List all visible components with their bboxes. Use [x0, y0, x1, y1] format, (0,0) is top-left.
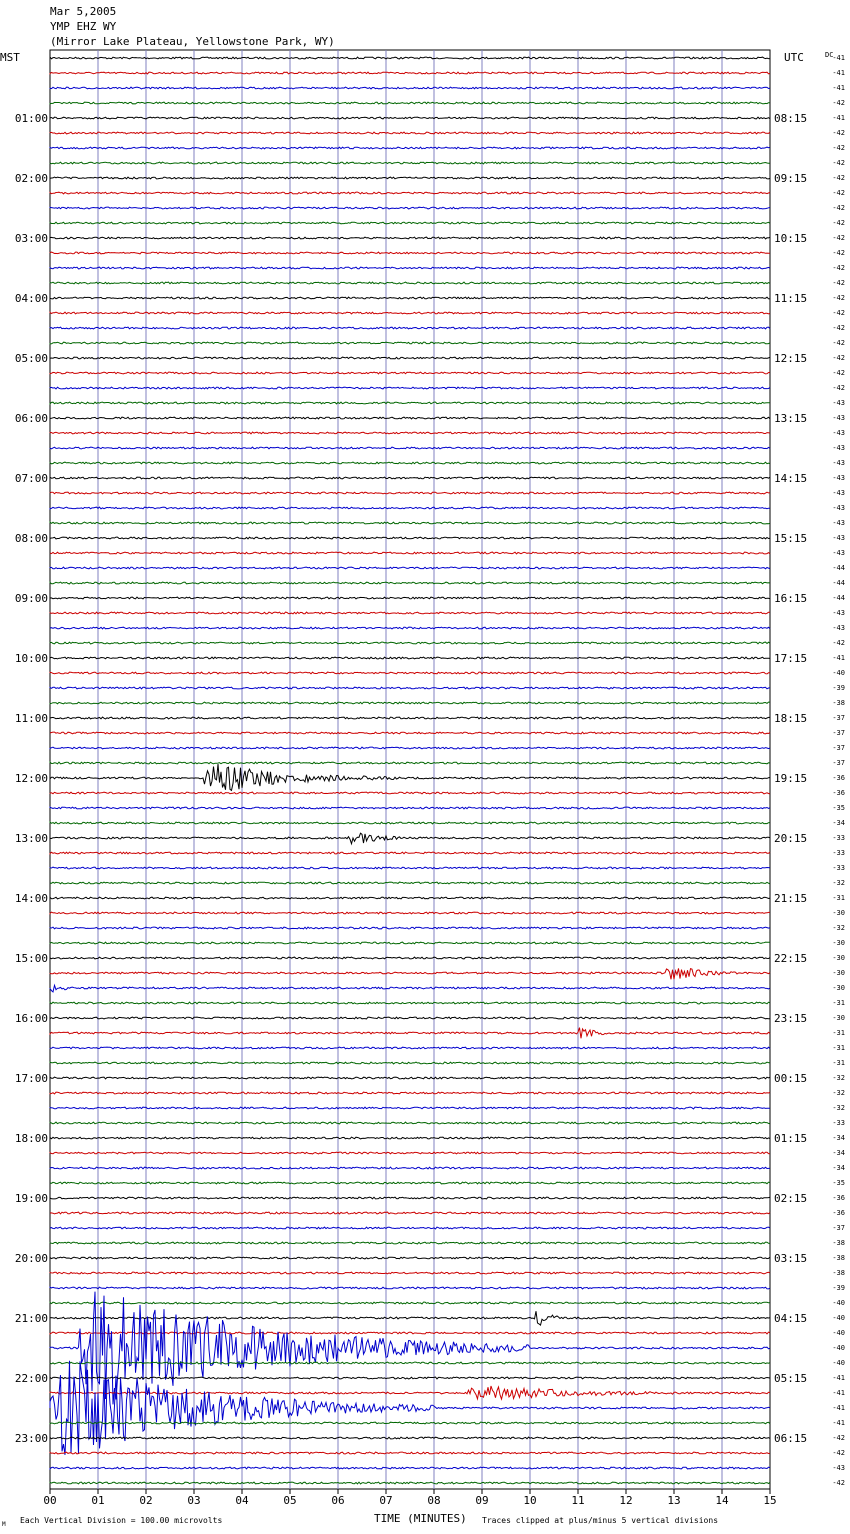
x-tick-label: 02: [139, 1494, 153, 1507]
dc-offset-label: -40: [832, 1359, 845, 1367]
seismic-trace: [50, 462, 770, 464]
x-tick-label: 14: [715, 1494, 729, 1507]
dc-offset-label: -30: [832, 969, 845, 977]
dc-offset-label: -41: [832, 1404, 845, 1412]
utc-hour-label: 18:15: [774, 712, 808, 725]
seismic-trace: [50, 642, 770, 644]
mst-hour-label: 08:00: [14, 532, 48, 545]
mst-axis-title: MST: [0, 51, 20, 64]
mst-hour-label: 23:00: [14, 1432, 48, 1445]
utc-hour-label: 03:15: [774, 1252, 808, 1265]
scale-note: Each Vertical Division = 100.00 microvolts: [20, 1516, 223, 1525]
dc-offset-label: -38: [832, 699, 845, 707]
seismic-trace: [50, 822, 770, 824]
x-tick-label: 15: [763, 1494, 777, 1507]
dc-offset-label: -36: [832, 1209, 845, 1217]
dc-offset-label: -38: [832, 1239, 845, 1247]
dc-offset-label: -42: [832, 204, 845, 212]
seismic-trace: [50, 1047, 770, 1049]
seismic-trace: [50, 147, 770, 149]
seismic-trace: [50, 1062, 770, 1064]
dc-offset-label: -39: [832, 1284, 845, 1292]
mst-hour-label: 15:00: [14, 952, 48, 965]
seismic-trace: [50, 207, 770, 209]
dc-offset-label: -36: [832, 1194, 845, 1202]
dc-offset-label: -42: [832, 234, 845, 242]
seismic-trace: [50, 1152, 770, 1154]
dc-offset-label: -32: [832, 1074, 845, 1082]
seismic-trace: [50, 327, 770, 329]
seismic-trace: [50, 297, 770, 299]
dc-offset-label: -40: [832, 1344, 845, 1352]
seismic-trace: [50, 612, 770, 614]
dc-offset-label: -43: [832, 519, 845, 527]
dc-offset-label: -42: [832, 264, 845, 272]
utc-hour-label: 08:15: [774, 112, 808, 125]
x-axis-title: TIME (MINUTES): [374, 1512, 467, 1525]
dc-offset-label: -42: [832, 99, 845, 107]
seismic-trace: [50, 1077, 770, 1079]
utc-hour-label: 16:15: [774, 592, 808, 605]
dc-offset-label: -30: [832, 909, 845, 917]
dc-offset-label: -41: [832, 1389, 845, 1397]
seismic-trace: [50, 447, 770, 449]
seismic-trace: [50, 927, 770, 929]
dc-offset-label: -33: [832, 864, 845, 872]
dc-offset-label: -30: [832, 954, 845, 962]
mst-hour-label: 01:00: [14, 112, 48, 125]
mst-hour-label: 04:00: [14, 292, 48, 305]
utc-hour-label: 14:15: [774, 472, 808, 485]
seismic-trace: [50, 1361, 770, 1455]
dc-offset-label: -42: [832, 384, 845, 392]
seismic-trace: [50, 1362, 770, 1364]
seismic-trace: [50, 237, 770, 239]
seismic-trace: [50, 1017, 770, 1019]
seismic-trace: [50, 507, 770, 509]
seismic-trace: [50, 1332, 770, 1334]
dc-offset-label: -44: [832, 594, 845, 602]
dc-offset-label: -44: [832, 564, 845, 572]
x-tick-label: 11: [571, 1494, 585, 1507]
seismic-trace: [50, 762, 770, 764]
seismic-trace: [50, 1302, 770, 1304]
dc-offset-label: -30: [832, 1014, 845, 1022]
seismic-trace: [50, 1257, 770, 1259]
dc-offset-label: -30: [832, 984, 845, 992]
dc-offset-label: -42: [832, 339, 845, 347]
mst-hour-label: 21:00: [14, 1312, 48, 1325]
dc-offset-label: -31: [832, 1059, 845, 1067]
dc-offset-label: -42: [832, 1434, 845, 1442]
mst-hour-label: 18:00: [14, 1132, 48, 1145]
dc-offset-label: -42: [832, 249, 845, 257]
seismic-trace: [50, 282, 770, 284]
seismic-trace: [50, 957, 770, 959]
seismic-trace: [50, 1272, 770, 1274]
utc-hour-label: 02:15: [774, 1192, 808, 1205]
dc-offset-label: -40: [832, 1329, 845, 1337]
utc-axis-title: UTC: [784, 51, 804, 64]
mst-hour-label: 14:00: [14, 892, 48, 905]
dc-offset-label: -42: [832, 129, 845, 137]
seismic-trace: [50, 1137, 770, 1139]
seismic-trace: [50, 1422, 770, 1424]
dc-offset-label: -42: [832, 354, 845, 362]
seismic-trace: [50, 522, 770, 524]
axis-labels: [15, 54, 845, 1507]
dc-offset-label: -40: [832, 1299, 845, 1307]
mst-hour-label: 03:00: [14, 232, 48, 245]
utc-hour-label: 04:15: [774, 1312, 808, 1325]
dc-offset-label: -42: [832, 294, 845, 302]
seismic-trace: [50, 912, 770, 914]
x-tick-label: 06: [331, 1494, 345, 1507]
dc-offset-label: -37: [832, 759, 845, 767]
seismic-trace: [50, 1028, 770, 1039]
utc-hour-label: 12:15: [774, 352, 808, 365]
seismic-trace: [50, 387, 770, 389]
x-tick-label: 13: [667, 1494, 681, 1507]
seismic-trace: [50, 357, 770, 359]
dc-offset-label: -41: [832, 69, 845, 77]
x-tick-label: 03: [187, 1494, 201, 1507]
dc-offset-label: -37: [832, 744, 845, 752]
seismic-trace: [50, 833, 770, 844]
utc-hour-label: 21:15: [774, 892, 808, 905]
seismic-trace: [50, 567, 770, 569]
seismic-trace: [50, 897, 770, 899]
seismic-trace: [50, 1002, 770, 1004]
dc-offset-label: -33: [832, 849, 845, 857]
mst-hour-label: 17:00: [14, 1072, 48, 1085]
seismic-trace: [50, 417, 770, 419]
dc-offset-label: -32: [832, 924, 845, 932]
seismic-trace: [50, 1242, 770, 1244]
location-label: (Mirror Lake Plateau, Yellowstone Park, WY): [50, 35, 335, 48]
seismic-trace: [50, 252, 770, 254]
mst-hour-label: 22:00: [14, 1372, 48, 1385]
dc-offset-label: -37: [832, 714, 845, 722]
dc-offset-label: -43: [832, 1464, 845, 1472]
dc-offset-label: -43: [832, 504, 845, 512]
seismic-trace: [50, 1437, 770, 1439]
utc-hour-label: 23:15: [774, 1012, 808, 1025]
seismic-trace: [50, 1482, 770, 1484]
dc-offset-label: -42: [832, 309, 845, 317]
x-tick-label: 10: [523, 1494, 537, 1507]
seismic-trace: [50, 627, 770, 629]
x-tick-label: 09: [475, 1494, 489, 1507]
seismic-trace: [50, 597, 770, 599]
seismic-trace: [50, 537, 770, 539]
seismic-trace: [50, 72, 770, 74]
seismic-trace: [50, 1092, 770, 1094]
dc-offset-label: -42: [832, 174, 845, 182]
seismic-trace: [50, 1452, 770, 1454]
seismic-trace: [50, 102, 770, 104]
mst-hour-label: 10:00: [14, 652, 48, 665]
dc-offset-label: -43: [832, 489, 845, 497]
dc-offset-label: -36: [832, 789, 845, 797]
dc-offset-label: -43: [832, 549, 845, 557]
dc-offset-label: -38: [832, 1269, 845, 1277]
dc-offset-label: -30: [832, 939, 845, 947]
dc-offset-label: -43: [832, 459, 845, 467]
utc-hour-label: 05:15: [774, 1372, 808, 1385]
mst-hour-label: 20:00: [14, 1252, 48, 1265]
station-label: YMP EHZ WY: [50, 20, 117, 33]
dc-offset-label: -31: [832, 999, 845, 1007]
utc-hour-label: 15:15: [774, 532, 808, 545]
mst-hour-label: 13:00: [14, 832, 48, 845]
dc-offset-label: -43: [832, 399, 845, 407]
seismic-trace: [50, 87, 770, 89]
dc-offset-label: -41: [832, 654, 845, 662]
seismic-trace: [50, 1467, 770, 1469]
dc-offset-label: -34: [832, 819, 845, 827]
utc-hour-label: 11:15: [774, 292, 808, 305]
seismic-trace: [50, 1167, 770, 1169]
utc-hour-label: 06:15: [774, 1432, 808, 1445]
x-tick-label: 07: [379, 1494, 393, 1507]
seismic-trace: [50, 192, 770, 194]
dc-offset-label: -42: [832, 369, 845, 377]
seismic-trace: [50, 117, 770, 119]
mst-hour-label: 07:00: [14, 472, 48, 485]
dc-offset-label: -32: [832, 879, 845, 887]
seismic-trace: [50, 1107, 770, 1109]
dc-offset-label: -36: [832, 774, 845, 782]
dc-offset-label: -43: [832, 414, 845, 422]
dc-offset-label: -43: [832, 429, 845, 437]
seismic-trace: [50, 177, 770, 179]
dc-offset-label: -34: [832, 1134, 845, 1142]
seismic-trace: [50, 132, 770, 134]
seismic-trace: [50, 764, 770, 790]
seismic-trace: [50, 672, 770, 674]
x-tick-label: 05: [283, 1494, 297, 1507]
mst-hour-label: 09:00: [14, 592, 48, 605]
seismic-trace: [50, 687, 770, 689]
dc-offset-label: -40: [832, 669, 845, 677]
dc-offset-label: -35: [832, 804, 845, 812]
utc-hour-label: 22:15: [774, 952, 808, 965]
dc-offset-label: -40: [832, 1314, 845, 1322]
seismic-trace: [50, 1212, 770, 1214]
dc-offset-label: -31: [832, 894, 845, 902]
seismic-trace: [50, 432, 770, 434]
seismic-trace: [50, 1122, 770, 1124]
dc-offset-label: -42: [832, 324, 845, 332]
date-label: Mar 5,2005: [50, 5, 117, 18]
seismic-trace: [50, 942, 770, 944]
dc-offset-label: -42: [832, 144, 845, 152]
seismic-trace: [50, 1182, 770, 1184]
seismic-trace: [50, 717, 770, 719]
dc-offset-label: -41: [832, 1374, 845, 1382]
seismic-trace: [50, 657, 770, 659]
seismic-trace: [50, 702, 770, 704]
utc-hour-label: 09:15: [774, 172, 808, 185]
trace-series: [50, 57, 770, 1484]
seismic-trace: [50, 162, 770, 164]
dc-offset-label: -37: [832, 729, 845, 737]
dc-offset-label: -43: [832, 444, 845, 452]
dc-offset-label: -42: [832, 1449, 845, 1457]
x-tick-label: 08: [427, 1494, 441, 1507]
seismic-trace: [50, 372, 770, 374]
clip-note: Traces clipped at plus/minus 5 vertical divisions: [482, 1516, 719, 1525]
dc-offset-label: -34: [832, 1149, 845, 1157]
dc-offset-label: -41: [832, 54, 845, 62]
utc-hour-label: 01:15: [774, 1132, 808, 1145]
seismic-trace: [50, 267, 770, 269]
seismic-trace: [50, 582, 770, 584]
seismic-trace: [50, 492, 770, 494]
seismic-trace: [50, 807, 770, 809]
seismic-trace: [50, 1287, 770, 1289]
dc-offset-label: -42: [832, 189, 845, 197]
dc-offset-label: -33: [832, 834, 845, 842]
dc-offset-label: -31: [832, 1044, 845, 1052]
seismic-trace: [50, 867, 770, 869]
seismic-trace: [50, 882, 770, 884]
dc-offset-label: -42: [832, 219, 845, 227]
seismic-trace: [50, 57, 770, 59]
dc-offset-label: -32: [832, 1104, 845, 1112]
dc-offset-label: -31: [832, 1029, 845, 1037]
dc-offset-label: -41: [832, 84, 845, 92]
dc-offset-label: -43: [832, 474, 845, 482]
seismic-trace: [50, 732, 770, 734]
mst-hour-label: 12:00: [14, 772, 48, 785]
dc-offset-label: -35: [832, 1179, 845, 1187]
mst-hour-label: 06:00: [14, 412, 48, 425]
dc-column-title: DC: [825, 51, 834, 59]
seismic-trace: [50, 792, 770, 794]
utc-hour-label: 10:15: [774, 232, 808, 245]
x-tick-label: 12: [619, 1494, 633, 1507]
dc-offset-label: -42: [832, 159, 845, 167]
seismic-trace: [50, 1377, 770, 1379]
utc-hour-label: 19:15: [774, 772, 808, 785]
utc-hour-label: 00:15: [774, 1072, 808, 1085]
seismic-trace: [50, 477, 770, 479]
dc-offset-label: -39: [832, 684, 845, 692]
x-tick-label: 04: [235, 1494, 249, 1507]
dc-offset-label: -34: [832, 1164, 845, 1172]
mst-hour-label: 11:00: [14, 712, 48, 725]
mst-hour-label: 02:00: [14, 172, 48, 185]
mst-hour-label: 05:00: [14, 352, 48, 365]
dc-offset-label: -42: [832, 1479, 845, 1487]
x-tick-label: 00: [43, 1494, 57, 1507]
dc-offset-label: -33: [832, 1119, 845, 1127]
seismic-trace: [50, 852, 770, 854]
x-tick-label: 01: [91, 1494, 105, 1507]
seismic-trace: [50, 402, 770, 404]
seismic-trace: [50, 747, 770, 749]
dc-offset-label: -43: [832, 534, 845, 542]
seismic-trace: [50, 312, 770, 314]
seismic-trace: [50, 985, 770, 992]
seismic-trace: [50, 342, 770, 344]
dc-offset-label: -41: [832, 114, 845, 122]
seismic-trace: [50, 1311, 770, 1325]
utc-hour-label: 20:15: [774, 832, 808, 845]
dc-offset-label: -42: [832, 639, 845, 647]
dc-offset-label: -43: [832, 609, 845, 617]
dc-offset-label: -44: [832, 579, 845, 587]
dc-offset-label: -43: [832, 624, 845, 632]
seismic-trace: [50, 1197, 770, 1199]
seismic-trace: [50, 1227, 770, 1229]
dc-offset-label: -41: [832, 1419, 845, 1427]
mst-hour-label: 19:00: [14, 1192, 48, 1205]
seismic-trace: [50, 552, 770, 554]
dc-offset-label: -38: [832, 1254, 845, 1262]
mst-hour-label: 16:00: [14, 1012, 48, 1025]
utc-hour-label: 17:15: [774, 652, 808, 665]
seismic-trace: [50, 968, 770, 979]
corner-mark: M: [2, 1521, 6, 1528]
dc-offset-label: -32: [832, 1089, 845, 1097]
utc-hour-label: 13:15: [774, 412, 808, 425]
seismic-trace: [50, 222, 770, 224]
dc-offset-label: -37: [832, 1224, 845, 1232]
dc-offset-label: -42: [832, 279, 845, 287]
